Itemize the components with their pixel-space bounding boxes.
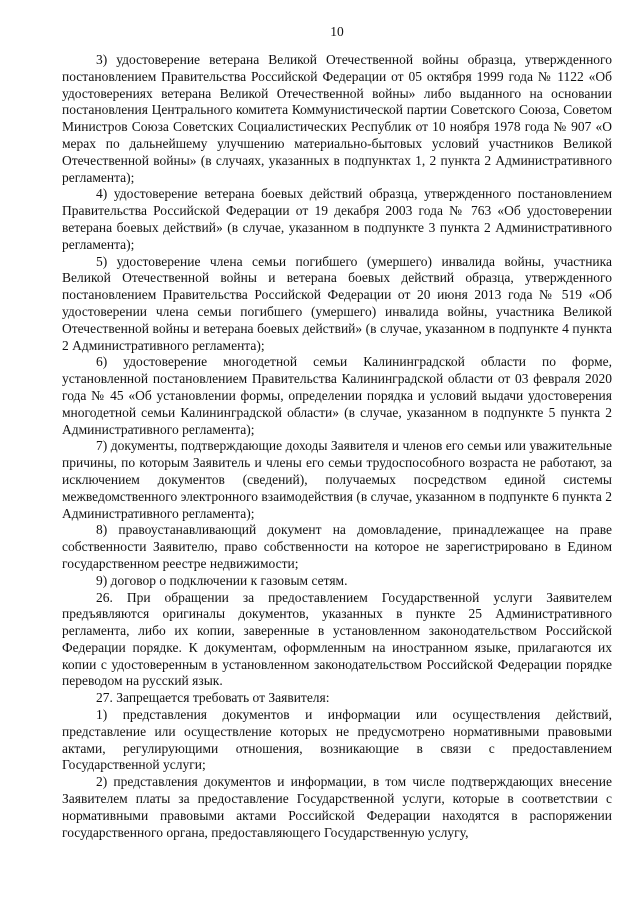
page-number: 10 [330,24,344,39]
paragraph-item-5: 5) удостоверение члена семьи погибшего (умершего) инвалида войны, участника Великой Отечественной войны и ветерана боевых действий образца, утвержденного постановлением Правительства Российской Федерации от 20 июня 2013 года № 519 «Об удостоверении члена семьи погибшего (умершего) инвалида войны, участника Великой Отечественной войны и ветерана боевых действий» (в случае, указанном в подпункте 4 пункта 2 Административного регламента); [62,253,612,353]
paragraph-item-6: 6) удостоверение многодетной семьи Калининградской области по форме, установленной постановлением Правительства Калининградской области от 03 февраля 2020 года № 45 «Об установлении формы, определении порядка и условий выдачи удостоверения многодетной семьи Калининградской области» (в случае, указанном в подпункте 5 пункта 2 Административного регламента); [62,354,612,437]
paragraph-27-item-2: 2) представления документов и информации, в том числе подтверждающих внесение Заявителем платы за предоставление Государственной услуги, которые в соответствии с нормативными правовыми актами Российской Федерации находятся в распоряжении государственного органа, предоставляющего Государственную услугу, [62,774,612,840]
paragraph-item-7: 7) документы, подтверждающие доходы Заявителя и членов его семьи или уважительные причины, по которым Заявитель и члены его семьи трудоспособного возраста не работают, за исключением документов (сведений), получаемых посредством единой системы межведомственного электронного взаимодействия (в случае, указанном в подпункте 6 пункта 2 Административного регламента); [62,438,612,521]
paragraph-item-4: 4) удостоверение ветерана боевых действий образца, утвержденного постановлением Правительства Российской Федерации от 19 декабря 2003 года № 763 «Об удостоверении ветерана боевых действий» (в случае, указанном в подпункте 3 пункта 2 Административного регламента); [62,186,612,252]
paragraph-section-27: 27. Запрещается требовать от Заявителя: [96,690,330,706]
paragraph-27-item-1: 1) представления документов и информации или осуществления действий, представление или осуществление которых не предусмотрено нормативными правовыми актами, регулирующими отношения, возникающие в связи с предоставлением Государственной услуги; [62,707,612,773]
paragraph-item-3: 3) удостоверение ветерана Великой Отечественной войны образца, утвержденного постановлением Правительства Российской Федерации от 05 октября 1999 года № 1122 «Об удостоверениях ветерана Великой Отечественной войны» либо выданного на основании постановления Центрального комитета Коммунистической партии Советского Союза, Советом Министров Союза Советских Социалистических Республик от 10 ноября 1978 года № 907 «О мерах по дальнейшему улучшению материально-бытовых условий участников Великой Отечественной войны» (в случаях, указанных в подпунктах 1, 2 пункта 2 Административного регламента); [62,52,612,185]
paragraph-item-8: 8) правоустанавливающий документ на домовладение, принадлежащее на праве собственности Заявителю, право собственности на которое не зарегистрировано в Едином государственном реестре недвижимости; [62,522,612,571]
paragraph-item-9: 9) договор о подключении к газовым сетям. [96,572,348,588]
paragraph-section-26: 26. При обращении за предоставлением Государственной услуги Заявителем предъявляются оригиналы документов, указанных в пункте 25 Административного регламента, либо их копии, заверенные в установленном законодательством Российской Федерации порядке. К документам, оформленным на иностранном языке, прилагаются их копии с удостоверенным в установленном законодательством Российской Федерации порядке переводом на русский язык. [62,589,612,689]
